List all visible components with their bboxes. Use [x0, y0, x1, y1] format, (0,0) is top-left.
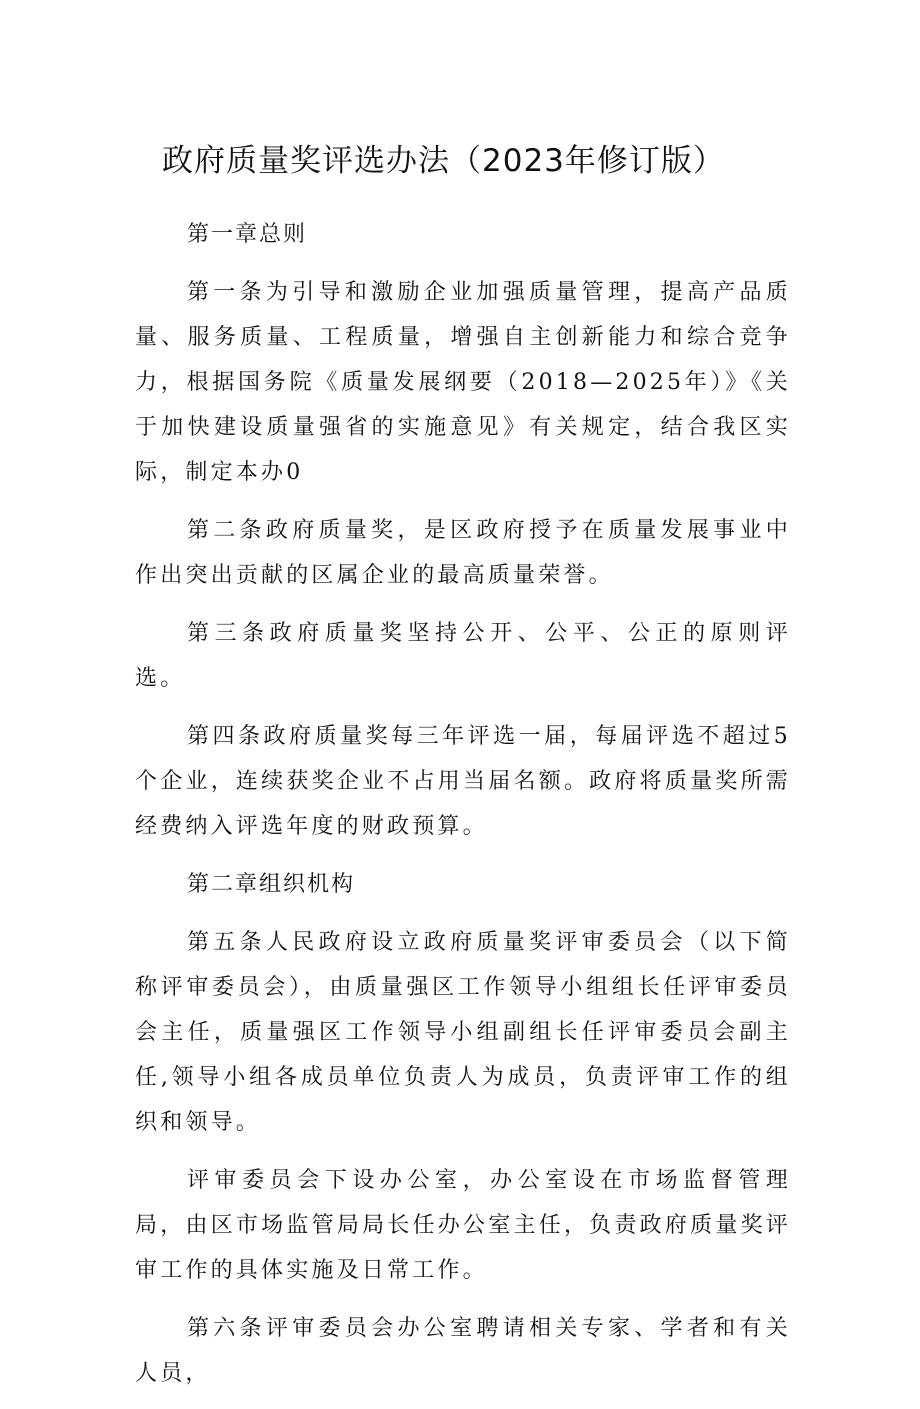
document-body [135, 212, 791, 1409]
article-paragraph: 第二条政府质量奖，是区政府授予在质量发展事业中作出突出贡献的区属企业的最高质量荣誉。 [135, 518, 791, 588]
chapter-heading: 第二章组织机构 [187, 872, 356, 897]
article-paragraph: 第三条政府质量奖坚持公开、公平、公正的原则评选。 [135, 621, 791, 691]
article-paragraph: 第五条人民政府设立政府质量奖评审委员会（以下简称评审委员会），由质量强区工作领导小组组长任评审委员会主任，质量强区工作领导小组副组长任评审委员会副主任,领导小组各成员单位负责人为成员，负责评审工作的组织和领导。 [135, 930, 791, 1135]
chapter-heading: 第一章总则 [187, 222, 308, 247]
article-paragraph: 第四条政府质量奖每三年评选一届，每届评选不超过5个企业，连续获奖企业不占用当届名额。政府将质量奖所需经费纳入评选年度的财政预算。 [135, 724, 791, 839]
article-paragraph: 评审委员会下设办公室，办公室设在市场监督管理局，由区市场监管局局长任办公室主任，负责政府质量奖评审工作的具体实施及日常工作。 [135, 1168, 791, 1283]
article-paragraph: 第六条评审委员会办公室聘请相关专家、学者和有关人员， [135, 1316, 791, 1386]
article-paragraph: 第一条为引导和激励企业加强质量管理，提高产品质量、服务质量、工程质量，增强自主创新能力和综合竞争力，根据国务院《质量发展纲要（2018—2025年）》《关于加快建设质量强省的实施意见》有关规定，结合我区实际，制定本办0 [135, 280, 791, 485]
document-title: 政府质量奖评选办法（2023年修订版） [162, 143, 725, 179]
